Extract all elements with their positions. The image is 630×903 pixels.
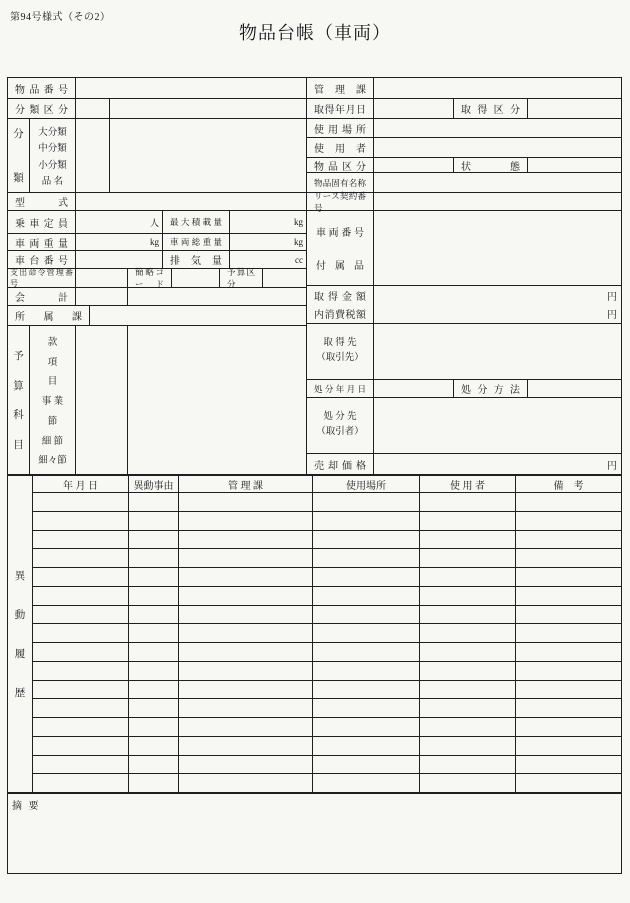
history-cell	[420, 699, 516, 717]
lease-no-label-text: リース契約番号	[314, 190, 366, 213]
acquired-from-label-line2: （取引先）	[316, 353, 364, 363]
history-cell	[516, 512, 621, 530]
disposal-date-label-text: 処分年月日	[314, 383, 366, 394]
disposal-date-row	[307, 380, 621, 398]
history-row	[33, 737, 621, 756]
vehicle-no-accessories-row	[307, 211, 621, 286]
history-cell	[129, 699, 179, 717]
budget-vertical-char: 目	[13, 439, 24, 451]
budget-code-field	[76, 326, 128, 474]
classification-division-row	[8, 99, 306, 119]
disposal-method-label	[454, 380, 528, 397]
item-number-label	[8, 78, 76, 98]
disposal-method-field	[528, 380, 621, 397]
history-cell	[179, 493, 313, 511]
history-cell	[516, 643, 621, 661]
history-cell	[420, 531, 516, 549]
history-row	[33, 624, 621, 643]
acquisition-date-label	[307, 99, 374, 118]
tax-amount-unit: 円	[607, 309, 617, 321]
budget-detail-field	[128, 326, 306, 474]
item-number-label-text: 物品番号	[15, 84, 68, 96]
management-label	[307, 78, 374, 98]
max-load-unit: kg	[294, 217, 303, 227]
history-cell	[33, 643, 129, 661]
vehicle-no-label-text: 車両番号	[316, 228, 364, 239]
account-label	[8, 288, 76, 305]
acquisition-date-label-text: 取得年月日	[314, 105, 366, 116]
history-cell	[420, 662, 516, 680]
history-cell	[129, 681, 179, 699]
history-cell	[313, 737, 420, 755]
disposal-date-field	[374, 380, 454, 397]
acquisition-amount-label-text: 取得金額	[314, 292, 366, 304]
expenditure-no-label-text: 支出命令管理番号	[10, 268, 73, 288]
acquisition-amount-unit: 円	[607, 292, 617, 304]
history-row	[33, 643, 621, 662]
history-col-remarks: 備 考	[553, 480, 584, 492]
classification-sublabel: 小分類	[38, 160, 67, 171]
capacity-label	[8, 211, 76, 233]
history-cell	[179, 624, 313, 642]
chassis-label-text: 車台番号	[15, 256, 68, 267]
disposal-to-label-line2: （取引者）	[316, 427, 364, 437]
history-cell	[516, 699, 621, 717]
history-cell	[420, 643, 516, 661]
budget-sublabel: 目	[47, 377, 58, 388]
user-label-text: 使用者	[314, 144, 366, 155]
proper-name-field	[374, 173, 621, 192]
sale-price-row	[307, 454, 621, 474]
acquisition-division-field	[528, 99, 621, 118]
lease-no-row	[307, 190, 621, 213]
classification-sublabel: 大分類	[38, 128, 67, 138]
capacity-unit: 人	[149, 217, 159, 228]
history-cell	[179, 531, 313, 549]
history-col-use-place: 使用場所	[313, 476, 420, 492]
history-cell	[516, 718, 621, 736]
history-vertical-char: 異	[14, 571, 26, 582]
history-cell	[33, 662, 129, 680]
history-cell	[313, 643, 420, 661]
disposal-to-field	[374, 398, 621, 453]
history-cell	[129, 624, 179, 642]
weight-unit: kg	[150, 237, 159, 247]
chassis-label	[8, 251, 76, 268]
short-code-label	[128, 269, 172, 287]
history-cell	[33, 531, 129, 549]
classification-division-label	[8, 99, 76, 118]
classification-division-field	[110, 99, 306, 118]
short-code-field	[172, 269, 220, 287]
gross-weight-field	[230, 234, 306, 250]
history-cell	[129, 493, 179, 511]
history-col-date: 年 月 日	[33, 476, 129, 492]
history-cell	[313, 493, 420, 511]
department-label	[8, 306, 90, 325]
history-cell	[313, 531, 420, 549]
gross-weight-label-text: 車両総重量	[170, 237, 222, 247]
history-cell	[420, 587, 516, 605]
use-place-label-text: 使用場所	[314, 124, 366, 136]
amounts-label	[307, 286, 374, 323]
history-cell	[179, 681, 313, 699]
classification-division-label-text: 分類区分	[15, 105, 68, 116]
acquisition-division-label-text: 取得区分	[461, 105, 520, 116]
amounts-row	[307, 286, 621, 324]
disposal-date-label	[307, 380, 374, 397]
history-cell	[129, 531, 179, 549]
history-cell	[313, 587, 420, 605]
displacement-unit: cc	[295, 254, 303, 265]
budget-division-field	[263, 269, 306, 287]
history-row	[33, 718, 621, 737]
history-row	[33, 549, 621, 568]
weight-label	[8, 234, 76, 250]
history-cell	[179, 606, 313, 624]
history-cell	[129, 737, 179, 755]
budget-section	[8, 326, 306, 474]
department-field	[90, 306, 306, 325]
department-row	[8, 306, 306, 326]
history-cell	[33, 549, 129, 567]
expenditure-no-label	[8, 269, 76, 287]
history-cell	[420, 493, 516, 511]
history-cell	[129, 606, 179, 624]
model-row	[8, 193, 306, 211]
history-cell	[313, 624, 420, 642]
history-cell	[420, 681, 516, 699]
history-cell	[516, 606, 621, 624]
history-cell	[33, 737, 129, 755]
history-cell	[516, 624, 621, 642]
history-header	[33, 476, 621, 493]
classification-detail-field	[110, 119, 306, 192]
history-row	[33, 531, 621, 550]
history-cell	[179, 512, 313, 530]
acquired-from-field	[374, 324, 621, 379]
history-cell	[129, 643, 179, 661]
form-left-half	[8, 78, 307, 474]
history-cell	[516, 737, 621, 755]
classification-sublabel: 中分類	[38, 144, 67, 155]
history-row	[33, 587, 621, 606]
history-cell	[179, 774, 313, 792]
classification-vertical-char: 分	[13, 129, 24, 140]
history-cell	[129, 718, 179, 736]
history-cell	[516, 681, 621, 699]
item-division-field	[374, 158, 454, 172]
acquired-from-row	[307, 324, 621, 380]
accessories-label-text: 付属品	[316, 261, 364, 272]
vehicle-no-accessories-field	[374, 211, 621, 285]
item-number-row	[8, 78, 306, 99]
expenditure-row	[8, 269, 306, 288]
history-cell	[179, 737, 313, 755]
history-cell	[179, 756, 313, 774]
weight-label-text: 車両重量	[15, 238, 68, 250]
sale-price-label	[307, 454, 374, 474]
history-cell	[313, 662, 420, 680]
history-cell	[516, 662, 621, 680]
history-cell	[179, 549, 313, 567]
account-label-text: 会計	[15, 293, 68, 304]
lease-no-label	[307, 190, 374, 213]
history-cell	[313, 774, 420, 792]
history-cell	[313, 512, 420, 530]
user-label	[307, 138, 374, 157]
budget-sublabel: 款	[47, 337, 58, 348]
proper-name-label-text: 物品固有名称	[314, 177, 366, 188]
account-row	[8, 288, 306, 306]
use-place-label	[307, 119, 374, 137]
classification-sublabel: 品 名	[41, 176, 64, 187]
history-cell	[420, 549, 516, 567]
history-cell	[33, 568, 129, 586]
history-cell	[516, 531, 621, 549]
expenditure-no-field	[76, 269, 128, 287]
history-cell	[313, 549, 420, 567]
history-vertical-char: 履	[14, 649, 26, 660]
acquisition-date-row	[307, 99, 621, 119]
user-row	[307, 138, 621, 158]
classification-section	[8, 119, 306, 193]
history-cell	[420, 624, 516, 642]
department-label-text: 所属課	[15, 312, 82, 323]
history-cell	[33, 606, 129, 624]
history-row	[33, 662, 621, 681]
acquired-from-label-line1: 取 得 先	[323, 338, 357, 349]
vehicle-no-accessories-label	[307, 211, 374, 285]
history-cell	[33, 681, 129, 699]
acquisition-date-field	[374, 99, 454, 118]
history-cell	[129, 512, 179, 530]
history-cell	[420, 606, 516, 624]
sale-price-unit: 円	[607, 460, 617, 472]
history-cell	[420, 512, 516, 530]
budget-sublabel: 節	[47, 416, 58, 427]
history-vertical-char: 歴	[14, 688, 26, 699]
budget-vertical-label	[8, 326, 30, 474]
item-division-label-text: 物品区分	[314, 161, 366, 173]
history-cell	[516, 568, 621, 586]
history-cell	[179, 587, 313, 605]
state-field	[528, 158, 621, 172]
budget-sublabel: 細 節	[41, 436, 64, 447]
displacement-label-text: 排気量	[170, 256, 222, 267]
sale-price-field	[374, 454, 621, 474]
weight-field	[76, 234, 163, 250]
history-table	[7, 475, 622, 793]
max-load-label	[163, 211, 230, 233]
history-cell	[516, 774, 621, 792]
history-cell	[129, 774, 179, 792]
history-cell	[313, 718, 420, 736]
history-row	[33, 699, 621, 718]
history-cell	[179, 643, 313, 661]
user-field	[374, 138, 621, 157]
history-vertical-label	[8, 476, 33, 792]
disposal-method-label-text: 処分方法	[461, 385, 520, 396]
history-cell	[420, 568, 516, 586]
history-row	[33, 756, 621, 775]
max-load-label-text: 最大積載量	[170, 217, 222, 227]
model-field	[76, 193, 306, 210]
budget-division-label	[220, 269, 263, 287]
history-rows	[33, 493, 621, 792]
history-cell	[313, 756, 420, 774]
history-main	[33, 476, 621, 792]
history-row	[33, 774, 621, 792]
account-field	[128, 288, 306, 305]
history-vertical-char: 動	[14, 610, 26, 621]
item-division-label	[307, 158, 374, 172]
history-cell	[33, 512, 129, 530]
gross-weight-unit: kg	[294, 237, 303, 247]
budget-vertical-char: 算	[13, 380, 24, 392]
capacity-field	[76, 211, 163, 233]
history-cell	[420, 756, 516, 774]
acquisition-division-label	[454, 99, 528, 118]
history-row	[33, 568, 621, 587]
lease-no-field	[374, 193, 621, 210]
budget-sublabel: 項	[47, 357, 58, 368]
classification-code-field	[76, 119, 110, 192]
item-number-field	[76, 78, 306, 98]
history-cell	[420, 737, 516, 755]
classification-vertical-char: 類	[13, 173, 24, 184]
disposal-to-row	[307, 398, 621, 454]
gross-weight-label	[163, 234, 230, 250]
history-cell	[129, 756, 179, 774]
history-cell	[516, 756, 621, 774]
history-cell	[129, 587, 179, 605]
history-col-user: 使 用 者	[420, 476, 516, 492]
history-cell	[129, 662, 179, 680]
budget-sublabel: 細々節	[38, 456, 67, 467]
history-cell	[33, 718, 129, 736]
history-col-reason: 異動事由	[129, 476, 179, 492]
max-load-field	[230, 211, 306, 233]
history-row	[33, 606, 621, 625]
capacity-label-text: 乗車定員	[15, 218, 68, 230]
management-field	[374, 78, 621, 98]
budget-division-label-text: 予算区分	[227, 267, 255, 289]
acquired-from-label	[307, 324, 374, 379]
history-row	[33, 681, 621, 700]
budget-vertical-char: 科	[13, 410, 24, 422]
classification-vertical-label	[8, 119, 30, 192]
sale-price-label-text: 売却価格	[314, 460, 366, 472]
item-division-row	[307, 158, 621, 173]
disposal-to-label	[307, 398, 374, 453]
history-row	[33, 493, 621, 512]
history-col-management: 管 理 課	[179, 476, 313, 492]
history-cell	[313, 606, 420, 624]
model-label	[8, 193, 76, 210]
summary-box	[7, 793, 622, 874]
history-cell	[313, 699, 420, 717]
main-form	[7, 77, 622, 475]
budget-sublabel: 事 業	[41, 397, 64, 407]
form-number: 第94号様式（その2）	[10, 12, 111, 23]
history-cell	[129, 549, 179, 567]
history-cell	[516, 549, 621, 567]
history-cell	[33, 699, 129, 717]
summary-label: 摘 要	[12, 801, 41, 812]
history-cell	[179, 699, 313, 717]
history-cell	[179, 568, 313, 586]
use-place-row	[307, 119, 621, 138]
history-cell	[313, 568, 420, 586]
weight-row	[8, 234, 306, 251]
state-label	[454, 158, 528, 172]
history-cell	[179, 662, 313, 680]
budget-vertical-char: 予	[13, 351, 24, 362]
use-place-field	[374, 119, 621, 137]
history-row	[33, 512, 621, 531]
history-cell	[129, 568, 179, 586]
history-cell	[420, 718, 516, 736]
amounts-field	[374, 286, 621, 323]
capacity-row	[8, 211, 306, 234]
state-label-text: 状態	[461, 161, 520, 173]
tax-amount-label-text: 内消費税額	[314, 309, 366, 321]
history-cell	[33, 587, 129, 605]
history-cell	[516, 493, 621, 511]
page-title: 物品台帳（車両）	[239, 23, 391, 43]
history-cell	[33, 774, 129, 792]
form-right-half	[307, 78, 621, 474]
history-cell	[33, 624, 129, 642]
history-cell	[33, 756, 129, 774]
budget-sublabels	[30, 326, 76, 474]
classification-sublabels	[30, 119, 76, 192]
history-cell	[516, 587, 621, 605]
history-cell	[33, 493, 129, 511]
account-code-field	[76, 288, 128, 305]
model-label-text: 型式	[15, 198, 68, 209]
short-code-label-text: 簡略コード	[135, 267, 164, 289]
disposal-to-label-line1: 処 分 先	[323, 412, 357, 423]
management-label-text: 管理課	[314, 84, 366, 96]
history-cell	[420, 774, 516, 792]
history-cell	[313, 681, 420, 699]
classification-division-code-field	[76, 99, 110, 118]
management-row	[307, 78, 621, 99]
history-cell	[179, 718, 313, 736]
